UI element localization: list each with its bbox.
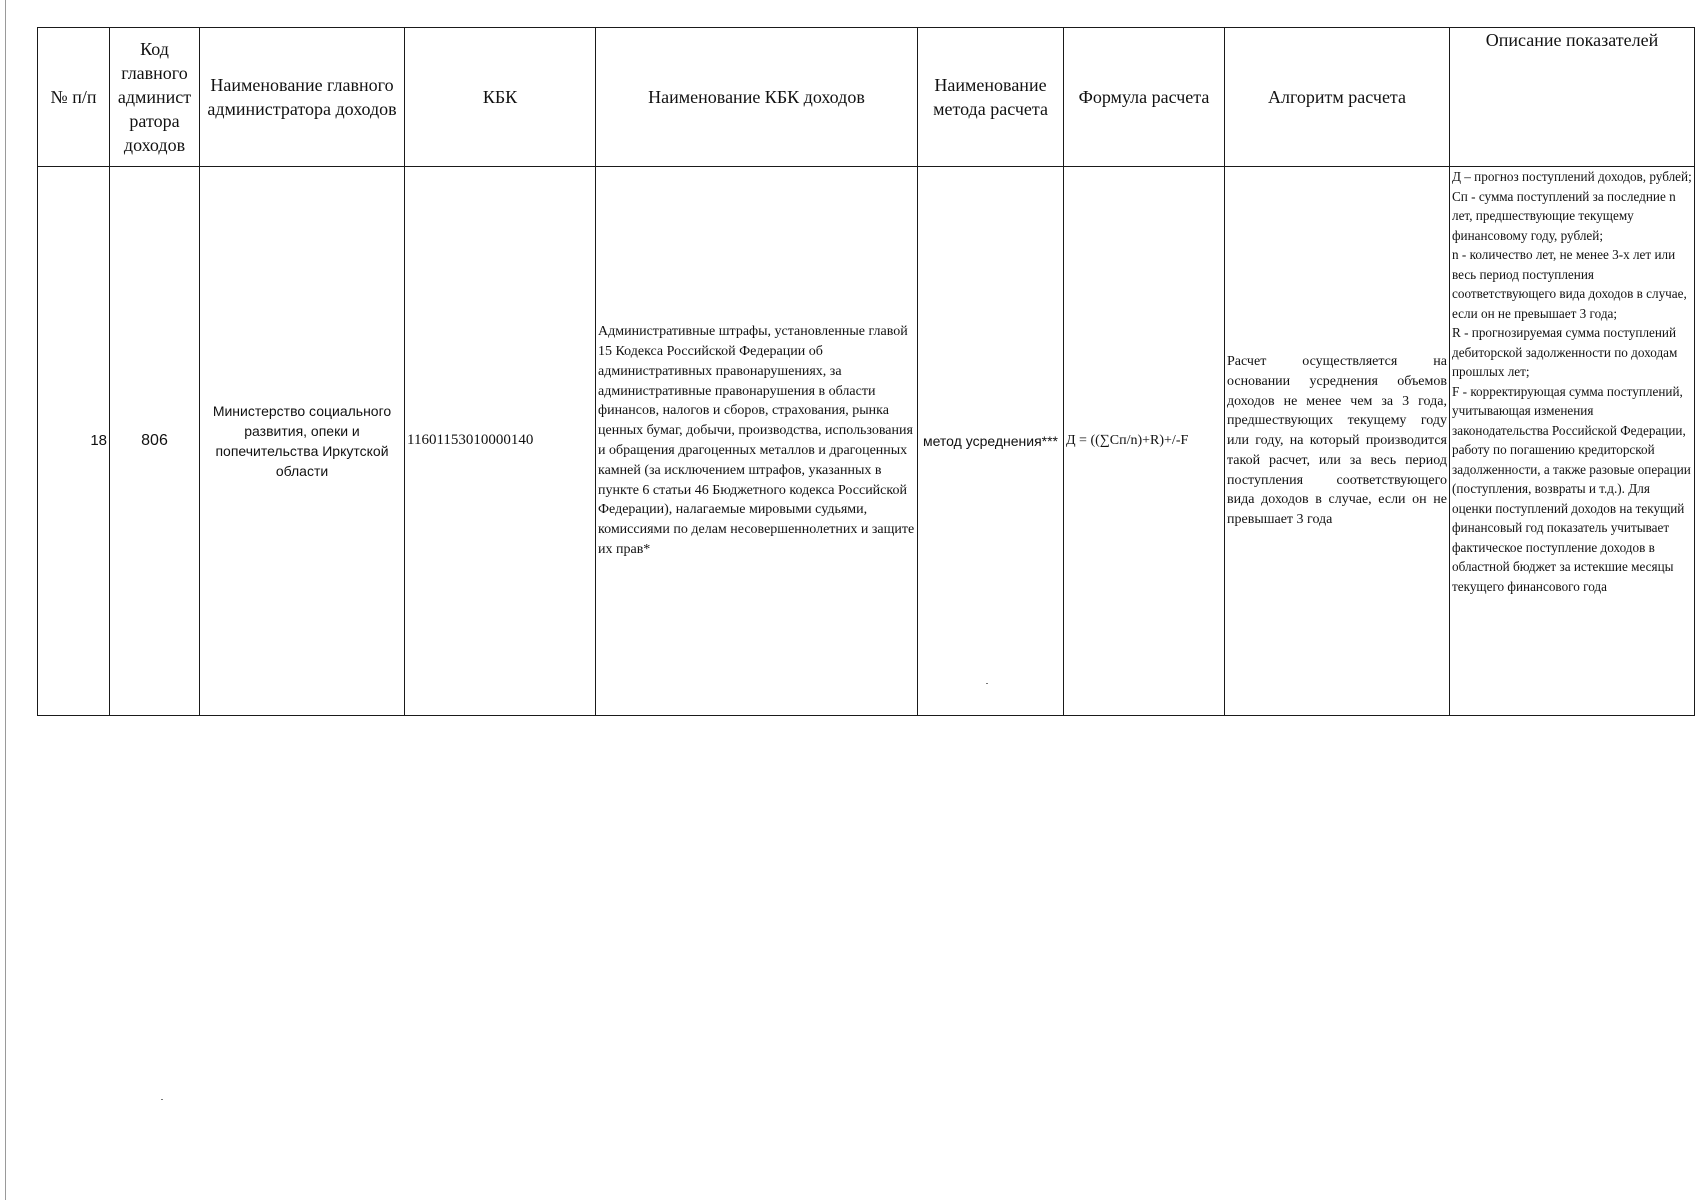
- cell-formula: Д = ((∑Сп/n)+R)+/-F: [1064, 167, 1225, 716]
- header-admin: Наименование главного администратора доходов: [200, 28, 405, 167]
- description-line-d: Д – прогноз поступлений доходов, рублей;: [1452, 169, 1692, 184]
- table-row: [38, 167, 1695, 716]
- cell-method: метод усреднения***: [918, 167, 1064, 716]
- description-line-f: F - корректирующая сумма поступлений, учитывающая изменения законодательства Российской Федерации, работу по погашению кредиторской задолженности, а также разовые операции (поступления, возвраты и т.д.). Для оценки поступлений доходов на текущий финансовый год показатель учитывает фактическое поступление доходов в областной бюджет за истекшие месяцы текущего финансового года: [1452, 383, 1691, 594]
- header-num: № п/п: [38, 28, 110, 167]
- header-method: Наименование метода расчета: [918, 28, 1064, 167]
- header-kbk-name: Наименование КБК доходов: [596, 28, 918, 167]
- cell-num: 18: [38, 167, 110, 716]
- description-line-sp: Сп - сумма поступлений за последние n лет, предшествующие текущему финансовому году, рублей;: [1452, 188, 1676, 243]
- header-kbk: КБК: [405, 28, 596, 167]
- cell-admin: Министерство социального развития, опеки и попечительства Иркутской области: [200, 167, 405, 716]
- cell-kbk-name: Административные штрафы, установленные главой 15 Кодекса Российской Федерации об административных правонарушениях, за административные правонарушения в области финансов, налогов и сборов, страхования, рынка ценных бумаг, добычи, производства, использования и обращения драгоценных металлов и драгоценных камней (за исключением штрафов, указанных в пункте 6 статьи 46 Бюджетного кодекса Российской Федерации), налагаемые мировыми судьями, комиссиями по делам несовершеннолетних и защите их прав*: [596, 167, 918, 716]
- header-description: Описание показателей: [1450, 28, 1695, 167]
- cell-code: 806: [110, 167, 200, 716]
- header-code: Код главного админист ратора доходов: [110, 28, 200, 167]
- cell-kbk: 11601153010000140: [405, 167, 596, 716]
- cell-description: [1450, 167, 1695, 716]
- header-algorithm: Алгоритм расчета: [1225, 28, 1450, 167]
- table-header-row: [38, 28, 1695, 167]
- revenue-forecast-table: [37, 27, 1695, 716]
- scan-speck: [161, 1099, 163, 1100]
- cell-algorithm: Расчет осуществляется на основании усреднения объемов доходов не менее чем за 3 года, предшествующих текущему году или году, на который производится такой расчет, или за весь период поступления соответствующего вида доходов в случае, если он не превышает 3 года: [1225, 167, 1450, 716]
- description-line-r: R - прогнозируемая сумма поступлений дебиторской задолженности по доходам прошлых лет;: [1452, 325, 1678, 379]
- page-edge-line: [5, 0, 6, 1200]
- header-formula: Формула расчета: [1064, 28, 1225, 167]
- description-line-n: n - количество лет, не менее 3-х лет или весь период поступления соответствующего вида доходов в случае, если он не превышает 3 года;: [1452, 247, 1687, 321]
